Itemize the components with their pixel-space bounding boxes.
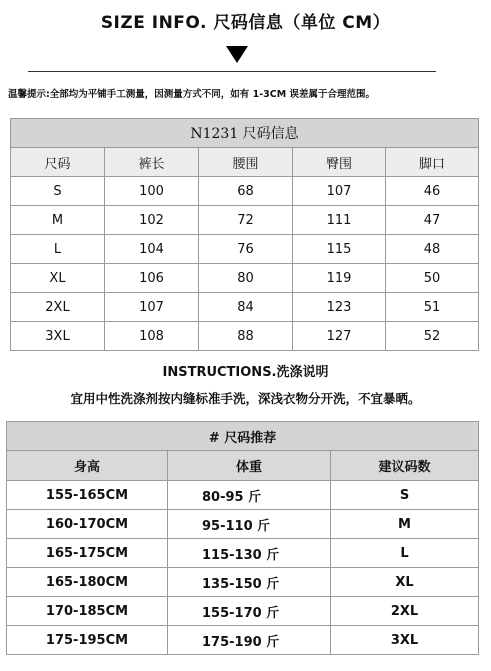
- table-cell: 165-180CM: [7, 568, 168, 597]
- table-cell: 100: [105, 177, 199, 206]
- table-row: [7, 481, 479, 510]
- table-cell: 123: [293, 293, 386, 322]
- table-cell: 155-170 斤: [168, 597, 331, 626]
- table-cell: 76: [199, 235, 293, 264]
- table-cell: 165-175CM: [7, 539, 168, 568]
- table-row: [11, 264, 479, 293]
- table-cell: 170-185CM: [7, 597, 168, 626]
- table-cell: 115-130 斤: [168, 539, 331, 568]
- table-cell: M: [331, 510, 479, 539]
- table-cell: 127: [293, 322, 386, 351]
- table-cell: XL: [11, 264, 105, 293]
- table-cell: 80: [199, 264, 293, 293]
- table-cell: 46: [386, 177, 479, 206]
- table-row: [11, 322, 479, 351]
- table-cell: 95-110 斤: [168, 510, 331, 539]
- table-cell: 107: [293, 177, 386, 206]
- page-title: SIZE INFO. 尺码信息（单位 CM）: [100, 13, 391, 33]
- table-cell: 50: [386, 264, 479, 293]
- table-cell: 155-165CM: [7, 481, 168, 510]
- measurement-notice: 温馨提示:全部均为平铺手工测量，因测量方式不同，如有 1-3CM 误差属于合理范围。: [8, 89, 376, 100]
- table-cell: L: [331, 539, 479, 568]
- table-cell: L: [11, 235, 105, 264]
- table-cell: 52: [386, 322, 479, 351]
- table-cell: 119: [293, 264, 386, 293]
- recommend-table-header: 建议码数: [331, 451, 479, 481]
- table-cell: 68: [199, 177, 293, 206]
- table-row: [11, 293, 479, 322]
- table-cell: 111: [293, 206, 386, 235]
- table-row: [11, 235, 479, 264]
- table-cell: 88: [199, 322, 293, 351]
- table-cell: 51: [386, 293, 479, 322]
- table-cell: S: [11, 177, 105, 206]
- size-table-header: 臀围: [293, 148, 386, 177]
- recommend-table-header: 体重: [168, 451, 331, 481]
- table-cell: 108: [105, 322, 199, 351]
- table-cell: S: [331, 481, 479, 510]
- table-cell: 3XL: [11, 322, 105, 351]
- size-table-caption: N1231 尺码信息: [11, 119, 479, 148]
- table-cell: 3XL: [331, 626, 479, 655]
- table-row: [7, 626, 479, 655]
- table-cell: 84: [199, 293, 293, 322]
- divider: [28, 71, 436, 72]
- table-row: [7, 568, 479, 597]
- table-cell: 175-190 斤: [168, 626, 331, 655]
- size-table-header: 脚口: [386, 148, 479, 177]
- size-table-header: 裤长: [105, 148, 199, 177]
- table-cell: 115: [293, 235, 386, 264]
- table-cell: 106: [105, 264, 199, 293]
- size-table: [10, 118, 479, 351]
- table-row: [7, 597, 479, 626]
- recommend-table: [6, 421, 479, 655]
- table-row: [7, 510, 479, 539]
- table-cell: 48: [386, 235, 479, 264]
- recommend-table-caption: # 尺码推荐: [7, 422, 479, 451]
- instructions-text: 宜用中性洗涤剂按内缝标准手洗，深浅衣物分开洗，不宜暴晒。: [70, 391, 421, 406]
- table-cell: 47: [386, 206, 479, 235]
- arrow-down-icon: [226, 46, 248, 63]
- table-cell: 135-150 斤: [168, 568, 331, 597]
- size-table-header: 尺码: [11, 148, 105, 177]
- size-table-header: 腰围: [199, 148, 293, 177]
- table-cell: 160-170CM: [7, 510, 168, 539]
- table-cell: 104: [105, 235, 199, 264]
- table-cell: 2XL: [331, 597, 479, 626]
- instructions-title: INSTRUCTIONS.洗涤说明: [162, 365, 329, 380]
- table-cell: 80-95 斤: [168, 481, 331, 510]
- table-cell: 72: [199, 206, 293, 235]
- table-cell: 2XL: [11, 293, 105, 322]
- table-cell: XL: [331, 568, 479, 597]
- table-cell: M: [11, 206, 105, 235]
- table-cell: 102: [105, 206, 199, 235]
- table-cell: 175-195CM: [7, 626, 168, 655]
- table-cell: 107: [105, 293, 199, 322]
- table-row: [7, 539, 479, 568]
- table-row: [11, 177, 479, 206]
- recommend-table-header: 身高: [7, 451, 168, 481]
- table-row: [11, 206, 479, 235]
